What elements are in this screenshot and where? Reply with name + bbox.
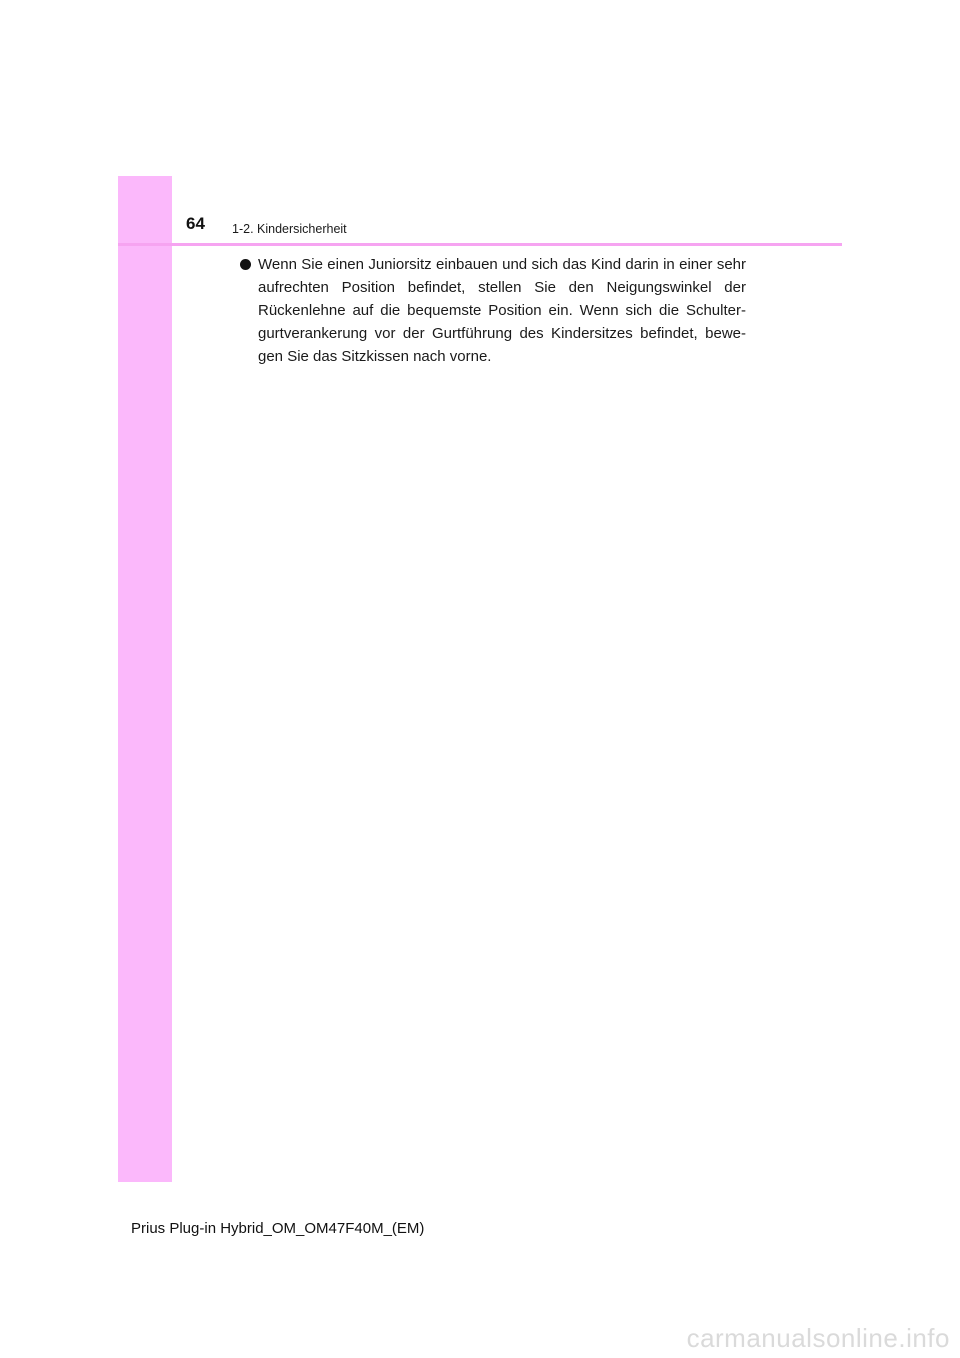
chapter-side-tab (118, 176, 172, 1182)
bullet-icon (240, 259, 251, 270)
bullet-item (238, 253, 746, 368)
section-title: 1-2. Kindersicherheit (232, 222, 347, 236)
watermark: carmanualsonline.info (686, 1323, 950, 1353)
footer-document-id: Prius Plug-in Hybrid_OM_OM47F40M_(EM) (131, 1220, 425, 1237)
header-rule (118, 243, 842, 246)
page-number: 64 (186, 214, 205, 233)
bullet-text: Wenn Sie einen Juniorsitz einbauen und sich das Kind darin in einer sehr aufrechten Position befindet, stellen Sie den Neigungswinkel der Rückenlehne auf die bequemste Position ein. Wenn sich die Schulter-gurtverankerung vor der Gurtführung des Kindersitzes befindet, bewe-gen Sie das Sitzkissen nach vorne. (258, 256, 746, 365)
page-content (238, 253, 746, 368)
